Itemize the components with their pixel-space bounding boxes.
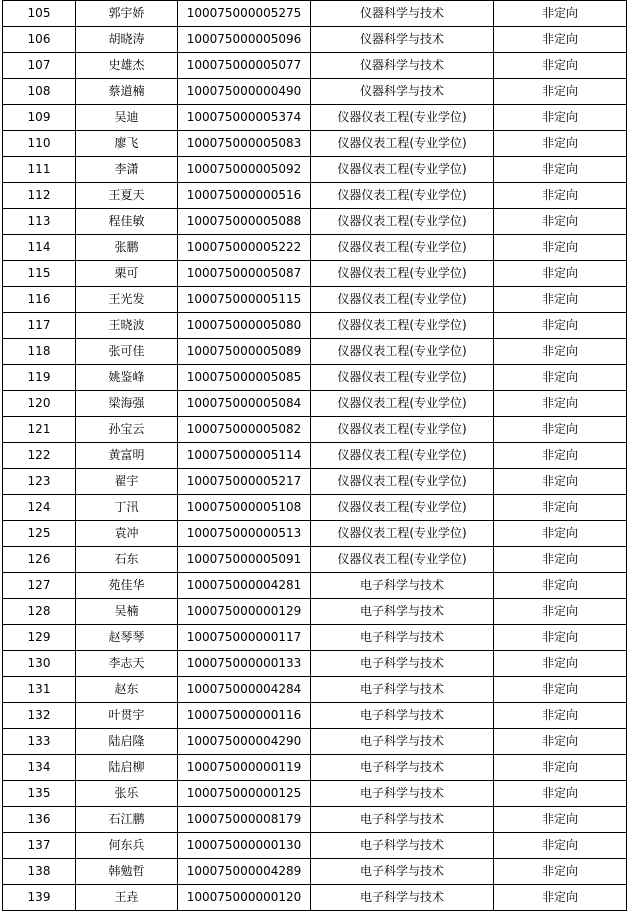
major-cell: 仪器仪表工程(专业学位) <box>311 209 494 235</box>
row-number-cell: 119 <box>3 365 76 391</box>
table-row <box>3 521 627 547</box>
table-row <box>3 469 627 495</box>
table-row <box>3 53 627 79</box>
exam-id-cell: 100075000005114 <box>178 443 311 469</box>
student-name-cell: 史雄杰 <box>76 53 178 79</box>
major-cell: 仪器仪表工程(专业学位) <box>311 443 494 469</box>
exam-id-cell: 100075000008179 <box>178 807 311 833</box>
table-row <box>3 417 627 443</box>
exam-id-cell: 100075000000130 <box>178 833 311 859</box>
exam-id-cell: 100075000005087 <box>178 261 311 287</box>
direction-cell: 非定向 <box>494 547 627 573</box>
major-cell: 电子科学与技术 <box>311 755 494 781</box>
exam-id-cell: 100075000000125 <box>178 781 311 807</box>
exam-id-cell: 100075000000129 <box>178 599 311 625</box>
exam-id-cell: 100075000005082 <box>178 417 311 443</box>
table-row <box>3 339 627 365</box>
student-name-cell: 蔡道楠 <box>76 79 178 105</box>
row-number-cell: 110 <box>3 131 76 157</box>
table-row <box>3 781 627 807</box>
table-row <box>3 313 627 339</box>
direction-cell: 非定向 <box>494 625 627 651</box>
admission-list-table <box>2 0 627 911</box>
direction-cell: 非定向 <box>494 807 627 833</box>
direction-cell: 非定向 <box>494 443 627 469</box>
exam-id-cell: 100075000000490 <box>178 79 311 105</box>
student-name-cell: 石江鹏 <box>76 807 178 833</box>
table-row <box>3 677 627 703</box>
table-row <box>3 105 627 131</box>
exam-id-cell: 100075000004290 <box>178 729 311 755</box>
exam-id-cell: 100075000005077 <box>178 53 311 79</box>
table-row <box>3 755 627 781</box>
table-row <box>3 703 627 729</box>
row-number-cell: 123 <box>3 469 76 495</box>
row-number-cell: 107 <box>3 53 76 79</box>
student-name-cell: 吴迪 <box>76 105 178 131</box>
major-cell: 仪器科学与技术 <box>311 27 494 53</box>
student-name-cell: 王夏天 <box>76 183 178 209</box>
exam-id-cell: 100075000004281 <box>178 573 311 599</box>
table-row <box>3 183 627 209</box>
student-name-cell: 张乐 <box>76 781 178 807</box>
table-row <box>3 807 627 833</box>
table-row <box>3 443 627 469</box>
student-name-cell: 李潇 <box>76 157 178 183</box>
exam-id-cell: 100075000005115 <box>178 287 311 313</box>
exam-id-cell: 100075000004284 <box>178 677 311 703</box>
major-cell: 电子科学与技术 <box>311 859 494 885</box>
major-cell: 仪器科学与技术 <box>311 53 494 79</box>
table-row <box>3 729 627 755</box>
exam-id-cell: 100075000005096 <box>178 27 311 53</box>
table-row <box>3 495 627 521</box>
major-cell: 仪器仪表工程(专业学位) <box>311 521 494 547</box>
table-row <box>3 833 627 859</box>
student-name-cell: 黄富明 <box>76 443 178 469</box>
direction-cell: 非定向 <box>494 781 627 807</box>
row-number-cell: 106 <box>3 27 76 53</box>
row-number-cell: 128 <box>3 599 76 625</box>
exam-id-cell: 100075000000516 <box>178 183 311 209</box>
row-number-cell: 132 <box>3 703 76 729</box>
major-cell: 仪器仪表工程(专业学位) <box>311 157 494 183</box>
exam-id-cell: 100075000005091 <box>178 547 311 573</box>
student-name-cell: 吴楠 <box>76 599 178 625</box>
student-name-cell: 程佳敏 <box>76 209 178 235</box>
exam-id-cell: 100075000000513 <box>178 521 311 547</box>
exam-id-cell: 100075000005083 <box>178 131 311 157</box>
table-row <box>3 625 627 651</box>
student-name-cell: 王晓波 <box>76 313 178 339</box>
row-number-cell: 126 <box>3 547 76 573</box>
student-name-cell: 姚鉴峰 <box>76 365 178 391</box>
row-number-cell: 120 <box>3 391 76 417</box>
direction-cell: 非定向 <box>494 313 627 339</box>
exam-id-cell: 100075000000120 <box>178 885 311 911</box>
major-cell: 电子科学与技术 <box>311 807 494 833</box>
student-name-cell: 栗可 <box>76 261 178 287</box>
direction-cell: 非定向 <box>494 859 627 885</box>
row-number-cell: 138 <box>3 859 76 885</box>
row-number-cell: 130 <box>3 651 76 677</box>
row-number-cell: 124 <box>3 495 76 521</box>
student-name-cell: 陆启隆 <box>76 729 178 755</box>
exam-id-cell: 100075000005108 <box>178 495 311 521</box>
major-cell: 电子科学与技术 <box>311 833 494 859</box>
major-cell: 仪器仪表工程(专业学位) <box>311 235 494 261</box>
table-row <box>3 209 627 235</box>
major-cell: 电子科学与技术 <box>311 625 494 651</box>
major-cell: 电子科学与技术 <box>311 885 494 911</box>
row-number-cell: 129 <box>3 625 76 651</box>
major-cell: 电子科学与技术 <box>311 703 494 729</box>
direction-cell: 非定向 <box>494 703 627 729</box>
direction-cell: 非定向 <box>494 53 627 79</box>
major-cell: 仪器仪表工程(专业学位) <box>311 287 494 313</box>
exam-id-cell: 100075000005089 <box>178 339 311 365</box>
major-cell: 电子科学与技术 <box>311 781 494 807</box>
table-row <box>3 651 627 677</box>
major-cell: 仪器仪表工程(专业学位) <box>311 469 494 495</box>
student-name-cell: 韩勉哲 <box>76 859 178 885</box>
table-row <box>3 79 627 105</box>
student-name-cell: 丁汛 <box>76 495 178 521</box>
row-number-cell: 109 <box>3 105 76 131</box>
row-number-cell: 118 <box>3 339 76 365</box>
student-name-cell: 张鹏 <box>76 235 178 261</box>
exam-id-cell: 100075000005092 <box>178 157 311 183</box>
direction-cell: 非定向 <box>494 521 627 547</box>
direction-cell: 非定向 <box>494 469 627 495</box>
row-number-cell: 139 <box>3 885 76 911</box>
student-name-cell: 梁海强 <box>76 391 178 417</box>
major-cell: 仪器仪表工程(专业学位) <box>311 495 494 521</box>
direction-cell: 非定向 <box>494 599 627 625</box>
exam-id-cell: 100075000004289 <box>178 859 311 885</box>
exam-id-cell: 100075000005275 <box>178 1 311 27</box>
direction-cell: 非定向 <box>494 495 627 521</box>
exam-id-cell: 100075000005085 <box>178 365 311 391</box>
exam-id-cell: 100075000005080 <box>178 313 311 339</box>
exam-id-cell: 100075000005084 <box>178 391 311 417</box>
exam-id-cell: 100075000005217 <box>178 469 311 495</box>
direction-cell: 非定向 <box>494 417 627 443</box>
major-cell: 电子科学与技术 <box>311 573 494 599</box>
table-row <box>3 1 627 27</box>
row-number-cell: 134 <box>3 755 76 781</box>
student-name-cell: 廖飞 <box>76 131 178 157</box>
major-cell: 仪器仪表工程(专业学位) <box>311 261 494 287</box>
major-cell: 仪器仪表工程(专业学位) <box>311 417 494 443</box>
row-number-cell: 133 <box>3 729 76 755</box>
table-row <box>3 885 627 911</box>
exam-id-cell: 100075000000119 <box>178 755 311 781</box>
major-cell: 仪器仪表工程(专业学位) <box>311 391 494 417</box>
table-row <box>3 391 627 417</box>
major-cell: 仪器仪表工程(专业学位) <box>311 131 494 157</box>
table-row <box>3 157 627 183</box>
major-cell: 电子科学与技术 <box>311 599 494 625</box>
student-name-cell: 陆启柳 <box>76 755 178 781</box>
row-number-cell: 131 <box>3 677 76 703</box>
row-number-cell: 111 <box>3 157 76 183</box>
row-number-cell: 113 <box>3 209 76 235</box>
exam-id-cell: 100075000000116 <box>178 703 311 729</box>
direction-cell: 非定向 <box>494 651 627 677</box>
major-cell: 电子科学与技术 <box>311 729 494 755</box>
student-name-cell: 翟宇 <box>76 469 178 495</box>
direction-cell: 非定向 <box>494 131 627 157</box>
direction-cell: 非定向 <box>494 573 627 599</box>
row-number-cell: 116 <box>3 287 76 313</box>
row-number-cell: 105 <box>3 1 76 27</box>
row-number-cell: 121 <box>3 417 76 443</box>
table-row <box>3 235 627 261</box>
major-cell: 仪器科学与技术 <box>311 1 494 27</box>
direction-cell: 非定向 <box>494 391 627 417</box>
direction-cell: 非定向 <box>494 27 627 53</box>
direction-cell: 非定向 <box>494 729 627 755</box>
direction-cell: 非定向 <box>494 261 627 287</box>
table-row <box>3 599 627 625</box>
major-cell: 电子科学与技术 <box>311 651 494 677</box>
direction-cell: 非定向 <box>494 287 627 313</box>
student-name-cell: 赵东 <box>76 677 178 703</box>
direction-cell: 非定向 <box>494 885 627 911</box>
exam-id-cell: 100075000000133 <box>178 651 311 677</box>
row-number-cell: 137 <box>3 833 76 859</box>
table-body <box>3 1 627 911</box>
student-name-cell: 王光发 <box>76 287 178 313</box>
major-cell: 仪器科学与技术 <box>311 79 494 105</box>
direction-cell: 非定向 <box>494 79 627 105</box>
direction-cell: 非定向 <box>494 1 627 27</box>
student-name-cell: 袁冲 <box>76 521 178 547</box>
row-number-cell: 125 <box>3 521 76 547</box>
student-name-cell: 郭宇娇 <box>76 1 178 27</box>
exam-id-cell: 100075000000117 <box>178 625 311 651</box>
row-number-cell: 115 <box>3 261 76 287</box>
major-cell: 仪器仪表工程(专业学位) <box>311 365 494 391</box>
major-cell: 仪器仪表工程(专业学位) <box>311 547 494 573</box>
table-row <box>3 859 627 885</box>
student-name-cell: 赵琴琴 <box>76 625 178 651</box>
row-number-cell: 135 <box>3 781 76 807</box>
direction-cell: 非定向 <box>494 105 627 131</box>
row-number-cell: 127 <box>3 573 76 599</box>
student-name-cell: 孙宝云 <box>76 417 178 443</box>
student-name-cell: 何东兵 <box>76 833 178 859</box>
table-row <box>3 287 627 313</box>
student-name-cell: 苑佳华 <box>76 573 178 599</box>
major-cell: 仪器仪表工程(专业学位) <box>311 339 494 365</box>
student-name-cell: 王垚 <box>76 885 178 911</box>
direction-cell: 非定向 <box>494 365 627 391</box>
direction-cell: 非定向 <box>494 235 627 261</box>
direction-cell: 非定向 <box>494 209 627 235</box>
exam-id-cell: 100075000005374 <box>178 105 311 131</box>
row-number-cell: 117 <box>3 313 76 339</box>
direction-cell: 非定向 <box>494 677 627 703</box>
table-row <box>3 27 627 53</box>
student-name-cell: 李志天 <box>76 651 178 677</box>
row-number-cell: 136 <box>3 807 76 833</box>
student-name-cell: 胡晓涛 <box>76 27 178 53</box>
major-cell: 仪器仪表工程(专业学位) <box>311 183 494 209</box>
major-cell: 仪器仪表工程(专业学位) <box>311 105 494 131</box>
student-name-cell: 石东 <box>76 547 178 573</box>
direction-cell: 非定向 <box>494 339 627 365</box>
direction-cell: 非定向 <box>494 755 627 781</box>
exam-id-cell: 100075000005088 <box>178 209 311 235</box>
row-number-cell: 122 <box>3 443 76 469</box>
row-number-cell: 108 <box>3 79 76 105</box>
major-cell: 仪器仪表工程(专业学位) <box>311 313 494 339</box>
direction-cell: 非定向 <box>494 833 627 859</box>
row-number-cell: 114 <box>3 235 76 261</box>
row-number-cell: 112 <box>3 183 76 209</box>
table-row <box>3 365 627 391</box>
exam-id-cell: 100075000005222 <box>178 235 311 261</box>
major-cell: 电子科学与技术 <box>311 677 494 703</box>
table-row <box>3 131 627 157</box>
direction-cell: 非定向 <box>494 157 627 183</box>
table-row <box>3 547 627 573</box>
student-name-cell: 张可佳 <box>76 339 178 365</box>
table-row <box>3 261 627 287</box>
direction-cell: 非定向 <box>494 183 627 209</box>
table-row <box>3 573 627 599</box>
student-name-cell: 叶贯宇 <box>76 703 178 729</box>
